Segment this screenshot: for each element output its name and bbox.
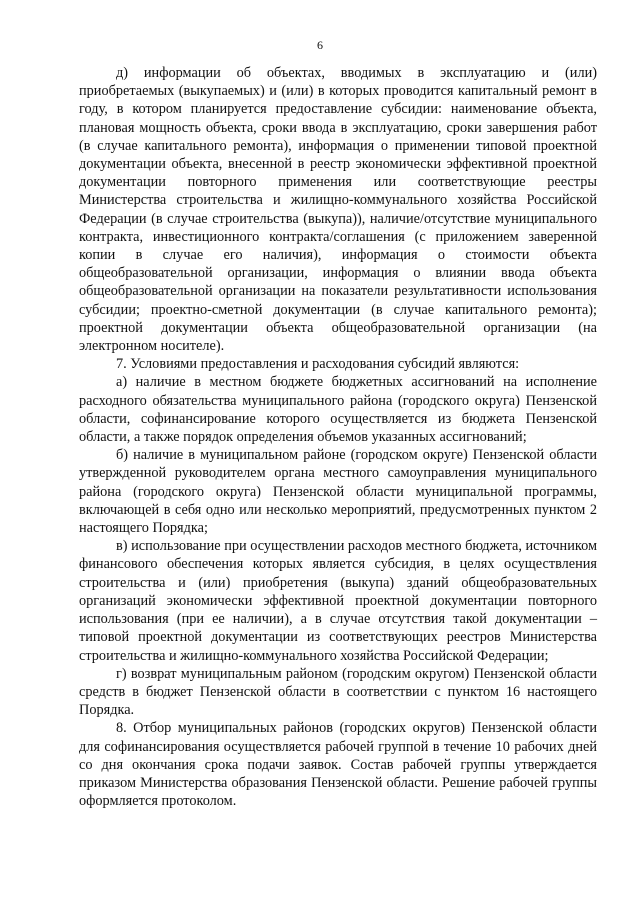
paragraph-7-conditions-heading: 7. Условиями предоставления и расходования субсидий являются: [116, 356, 520, 373]
document-body [79, 64, 597, 810]
paragraph-d-object-information: д) информации об объектах, вводимых в эксплуатацию и (или) приобретаемых (выкупаемых) и (или) в которых проводится капитальный ремонт в году, в котором планируется предоставление субсидии: наименование объекта, плановая мощность объекта, сроки ввода в эксплуатацию, сроки завершения работ (в случае капитального ремонта), информация о применении типовой проектной документации объекта, внесенной в реестр экономически эффективной проектной документации повторного применения или соответствующие реестры Министерства строительства и жилищно-коммунального хозяйства Российской Федерации (в случае строительства (выкупа)), наличие/отсутствие муниципального контракта, инвестиционного контракта/соглашения (с приложением заверенной копии в случае его наличия), информация о стоимости объекта общеобразовательной организации, информация о влиянии ввода объекта общеобразовательной организации на показатели результативности использования субсидии; проектно-сметной документации (в случае капитального ремонта); проектной документации объекта общеобразовательной организации (на электронном носителе). [79, 65, 597, 355]
paragraph-8-selection-procedure: 8. Отбор муниципальных районов (городских округов) Пензенской области для софинансирования осуществляется рабочей группой в течение 10 рабочих дней со дня окончания срока подачи заявок. Состав рабочей группы утверждается приказом Министерства образования Пензенской области. Решение рабочей группы оформляется протоколом. [79, 720, 597, 810]
page-number: 6 [317, 38, 323, 52]
paragraph-a-budget-allocations: а) наличие в местном бюджете бюджетных ассигнований на исполнение расходного обязательства муниципального района (городского округа) Пензенской области, софинансирование которого осуществляется из бюджета Пензенской области, а также порядок определения объемов указанных ассигнований; [79, 374, 597, 446]
paragraph-b-municipal-program: б) наличие в муниципальном районе (городском округе) Пензенской области утвержденной руководителем органа местного самоуправления муниципального района (городского округа) Пензенской области муниципальной программы, включающей в себя одно или несколько мероприятий, предусмотренных пунктом 2 настоящего Порядка; [79, 447, 597, 537]
paragraph-g-refund-of-funds: г) возврат муниципальным районом (городским округом) Пензенской области средств в бюджет Пензенской области в соответствии с пунктом 16 настоящего Порядка. [79, 665, 597, 719]
paragraph-v-project-documentation: в) использование при осуществлении расходов местного бюджета, источником финансового обеспечения которых является субсидия, в целях осуществления строительства и (или) приобретения (выкупа) зданий общеобразовательных организаций экономически эффективной проектной документации повторного использования (при ее наличии), а в случае отсутствия такой документации – типовой проектной документации из соответствующих реестров Министерства строительства и жилищно-коммунального хозяйства Российской Федерации; [79, 538, 597, 664]
